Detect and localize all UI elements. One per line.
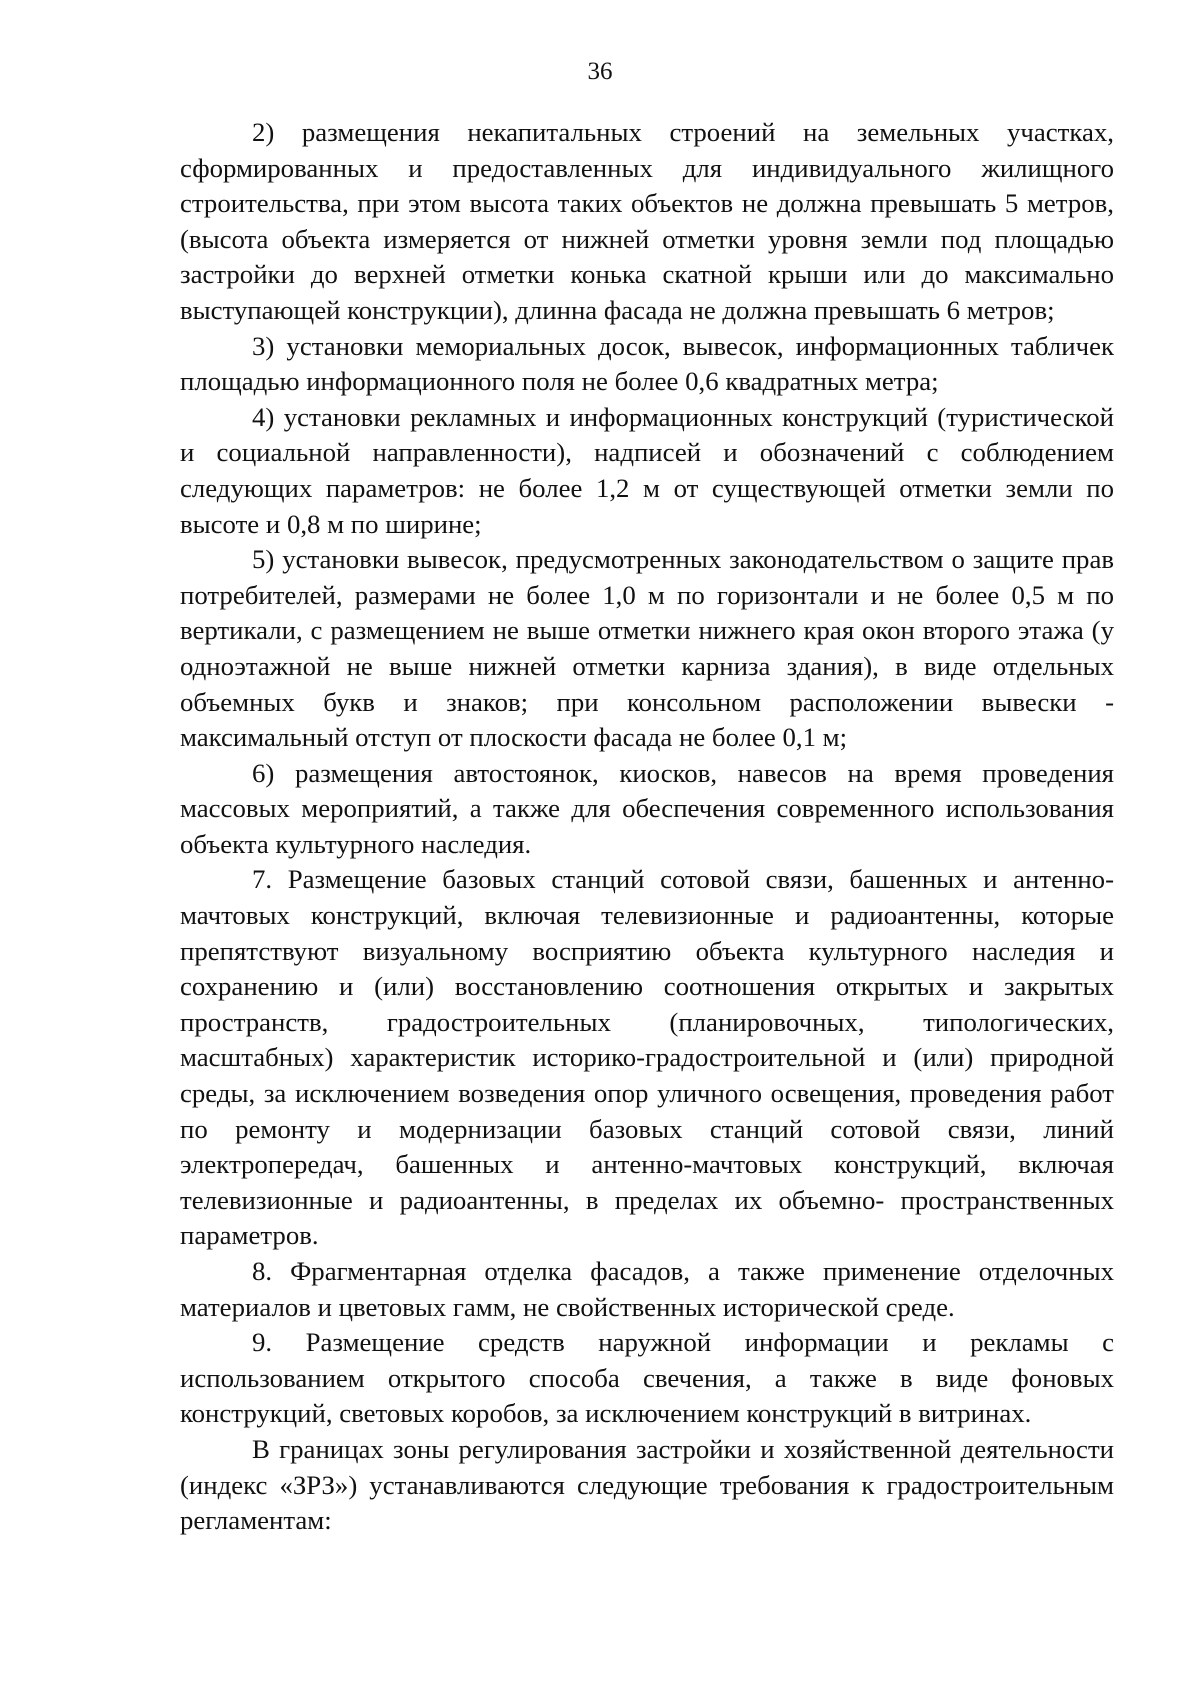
paragraph-point-7: 7. Размещение базовых станций сотовой связи, башенных и антенно-мачтовых конструкций, включая телевизионные и радиоантенны, которые препятствуют визуальному восприятию объекта культурного наследия и сохранению и (или) восстановлению соотношения открытых и закрытых пространств, градостроительных (планировочных, типологических, масштабных) характеристик историко-градостроительной и (или) природной среды, за исключением возведения опор уличного освещения, проведения работ по ремонту и модернизации базовых станций сотовой связи, линий электропередач, башенных и антенно-мачтовых конструкций, включая телевизионные и радиоантенны, в пределах их объемно- пространственных параметров. xyxy=(180,864,1114,1251)
paragraph-item-2: 2) размещения некапитальных строений на земельных участках, сформированных и предоставленных для индивидуального жилищного строительства, при этом высота таких объектов не должна превышать 5 метров, (высота объекта измеряется от нижней отметки уровня земли под площадью застройки до верхней отметки конька скатной крыши или до максимально выступающей конструкции), длинна фасада не должна превышать 6 метров; xyxy=(180,117,1114,325)
paragraph-item-5: 5) установки вывесок, предусмотренных законодательством о защите прав потребителей, размерами не более 1,0 м по горизонтали и не более 0,5 м по вертикали, с размещением не выше отметки нижнего края окон второго этажа (у одноэтажной не выше нижней отметки карниза здания), в виде отдельных объемных букв и знаков; при консольном расположении вывески - максимальный отступ от плоскости фасада не более 0,1 м; xyxy=(180,544,1114,753)
paragraph-zrz-intro: В границах зоны регулирования застройки и хозяйственной деятельности (индекс «ЗРЗ») устанавливаются следующие требования к градостроительным регламентам: xyxy=(180,1433,1114,1536)
paragraph-point-9: 9. Размещение средств наружной информации и рекламы с использованием открытого способа свечения, а также в виде фоновых конструкций, световых коробов, за исключением конструкций в витринах. xyxy=(180,1327,1114,1429)
paragraph-item-3: 3) установки мемориальных досок, вывесок, информационных табличек площадью информационного поля не более 0,6 квадратных метра; xyxy=(180,330,1114,397)
paragraph-item-6: 6) размещения автостоянок, киосков, навесов на время проведения массовых мероприятий, а также для обеспечения современного использования объекта культурного наследия. xyxy=(180,757,1114,859)
paragraph-item-4: 4) установки рекламных и информационных конструкций (туристической и социальной направленности), надписей и обозначений с соблюдением следующих параметров: не более 1,2 м от существующей отметки земли по высоте и 0,8 м по ширине; xyxy=(180,401,1114,539)
page-number: 36 xyxy=(587,58,613,85)
paragraph-point-8: 8. Фрагментарная отделка фасадов, а также применение отделочных материалов и цветовых гамм, не свойственных исторической среде. xyxy=(180,1256,1114,1322)
document-body xyxy=(180,115,1114,1539)
